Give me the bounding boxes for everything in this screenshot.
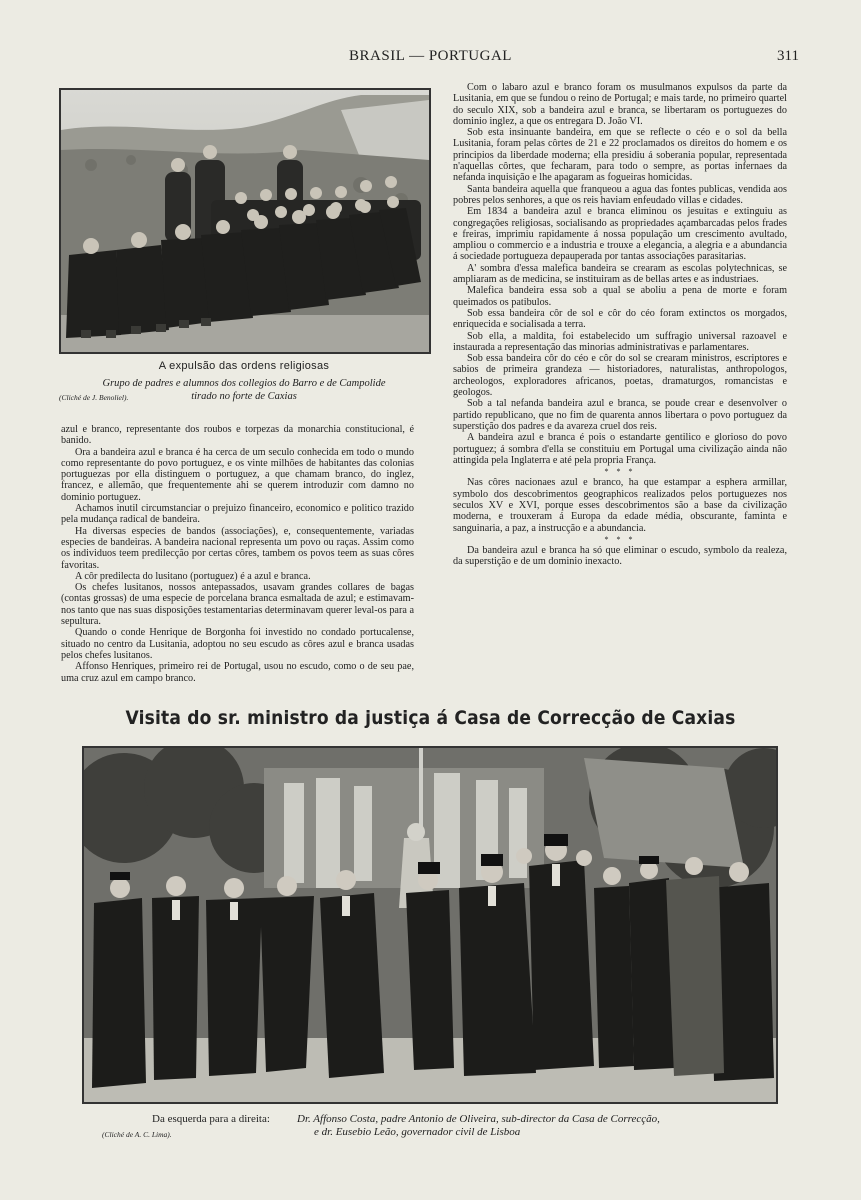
right-paragraph: Sob essa bandeira côr do céo e côr do sol se crearam ministros, escriptores e sabios de primeira grandeza — historiadores, naturalistas, anthropologos, archeologos, exploradores africanos, poetas, dramaturgos, romancistas e geologos. [453,353,787,399]
figure1-caption-row [59,391,429,405]
left-paragraph: Ha diversas especies de bandos (associações), e, consequentemente, variadas especies de bandeiras. A bandeira nacional representa um povo ou raças. Assim como os individuos teem predilecção por certas côres, tambem os povos teem as suas côres favoritas. [61,525,414,571]
left-paragraph: Achamos inutil circumstanciar o prejuizo financeiro, economico e politico trazido pela mudança radical de bandeira. [61,503,414,526]
right-paragraph: Sob essa bandeira côr de sol e côr do céo foram extinctos os morgados, enriquecida e socialisada a terra. [453,307,787,331]
left-column-text [61,424,414,684]
right-paragraph: A bandeira azul e branca é pois o estandarte gentilico e glorioso do povo portuguez; á sombra d'ella se constituiu em Portugal uma civilização ainda não attingida pela Inglaterra e até pela propria França. [453,432,787,466]
left-paragraph: A côr predilecta do lusitano (portuguez) é a azul e branca. [75,570,311,582]
left-paragraph: Ora a bandeira azul e branca é ha cerca de um seculo conhecida em todo o mundo como representante do povo portuguez, e os vinte milhões de habitantes das colonias portuguezas por ella distinguem o portuguez, a que chamam branco, do inglez, francez, e allemão, que frequentemente ahi se querem introduzir com damno no dominio portuguez. [61,446,414,503]
figure1-caption-place: tirado no forte de Caxias [191,391,297,402]
left-paragraph: azul e branco, representante dos roubos e torpezas da monarchia constitucional, é banido. [61,424,414,447]
right-paragraph: Nas côres nacionaes azul e branco, ha que estampar a esphera armillar, symbolo dos descobrimentos geographicos realizados pelos portuguezes nos seculos XV e XVI, porque esses descobrimentos são a base da civilização moderna, e trouxeram á Europa da edade média, obscurante, faminta e sanguinaria, a paz, a instrucção e a abundancia. [453,477,787,534]
right-paragraph: A' sombra d'essa malefica bandeira se crearam as escolas polytechnicas, se ampliaram as de medicina, se instituiram as de bellas artes e as industriaes. [453,262,787,286]
right-paragraph: Da bandeira azul e branca ha só que eliminar o escudo, symbolo da realeza, da superstição e de um dominio inexacto. [453,545,787,568]
photo-visit-image [84,748,776,1102]
figure2-caption-lead: Da esquerda para a direita: [152,1113,270,1125]
right-paragraph: Sob ella, a maldita, foi estabelecido um suffragio universal razoavel e instaurada a representação das minorias administrativas e parlamentares. [453,330,787,353]
right-paragraph: Em 1834 a bandeira azul e branca eliminou os jesuitas e extinguiu as congregações religiosas, socialisando as propriedades açambarcadas pelos frades e freiras, imprimiu rapidamente á nossa população um crescimento avultado, ampliou o commercio e a industria e trouxe a elegancia, a alegria e a abundancia á sociedade portugueza depauperada por tantas associações parasitarias. [453,206,787,263]
photo-minister-visit [82,746,778,1104]
figure1-title: A expulsão das ordens religiosas [158,360,330,372]
figure2-caption-names: Dr. Affonso Costa, padre Antonio de Oliveira, sub-director da Casa de Correcção, [297,1113,660,1125]
right-paragraph: Santa bandeira aquella que franqueou a agua das fontes publicas, vendida aos pobres pelos senhores, a que os reis haviam enfeudado villas e cidades. [453,183,787,206]
running-title: BRASIL — PORTUGAL [349,48,512,64]
right-paragraph: Sob esta insinuante bandeira, em que se reflecte o céo e o sol da bella Lusitania, foram pelas côrtes de 21 e 22 proclamados os direitos do homem e os principios da liberdade moderna; ella presidiu á soberania popular, representada n'aquellas côrtes, que fecharam, para todo o sempre, as portas infernaes da nefanda inquisição e lhe apagaram as fogueiras homicidas. [453,127,787,184]
right-column-text [453,82,787,568]
figure1-credit: (Cliché de J. Benoliel). [59,393,129,402]
section-separator: * * * [604,467,636,477]
running-head [0,48,861,68]
figure1-caption: Grupo de padres e alumnos dos collegios do Barro e de Campolide [102,378,386,389]
left-paragraph: Os chefes lusitanos, nossos antepassados, usavam grandes collares de bagas (contas grossas) de uma especie de porcelana branca esmaltada de azul; e estimavam-nos tanto que nas suas disposições testamentarias determinavam querer leval-os para a sepultura. [61,582,414,628]
page-number: 311 [777,48,799,64]
right-paragraph: Com o labaro azul e branco foram os musulmanos expulsos da parte da Lusitania, em que se fundou o reino de Portugal; e mais tarde, no primeiro quartel do seculo XIX, sob a bandeira azul e branca, se libertaram os portuguezes do dominio inglez, a que os entregara D. João VI. [453,82,787,127]
left-paragraph: Affonso Henriques, primeiro rei de Portugal, usou no escudo, como o de seu pae, uma cruz azul em campo branco. [61,661,414,684]
photo-priests-group [59,88,431,354]
figure2-caption-names-2: e dr. Eusebio Leão, governador civil de Lisboa [314,1126,521,1138]
right-paragraph: Sob a tal nefanda bandeira azul e branca, se poude crear e desenvolver o partido republicano, que no fim de quarenta annos libertara o povo portuguez da superstição dos padres e da avareza cruel dos reis. [453,398,787,432]
photo-priests-image [61,90,429,352]
right-paragraph: Malefica bandeira essa sob a qual se aboliu a pena de morte e foram queimados os patibulos. [453,285,787,308]
headline: Visita do sr. ministro da justiça á Casa de Correcção de Caxias [125,707,736,729]
section-separator: * * * [604,534,636,544]
left-paragraph: Quando o conde Henrique de Borgonha foi investido no condado portucalense, situado no centro da Lusitania, adoptou no seu escudo as côres azul e branca usadas pelos chefes lusitanos. [61,627,414,661]
figure2-credit: (Cliché de A. C. Lima). [102,1130,172,1139]
